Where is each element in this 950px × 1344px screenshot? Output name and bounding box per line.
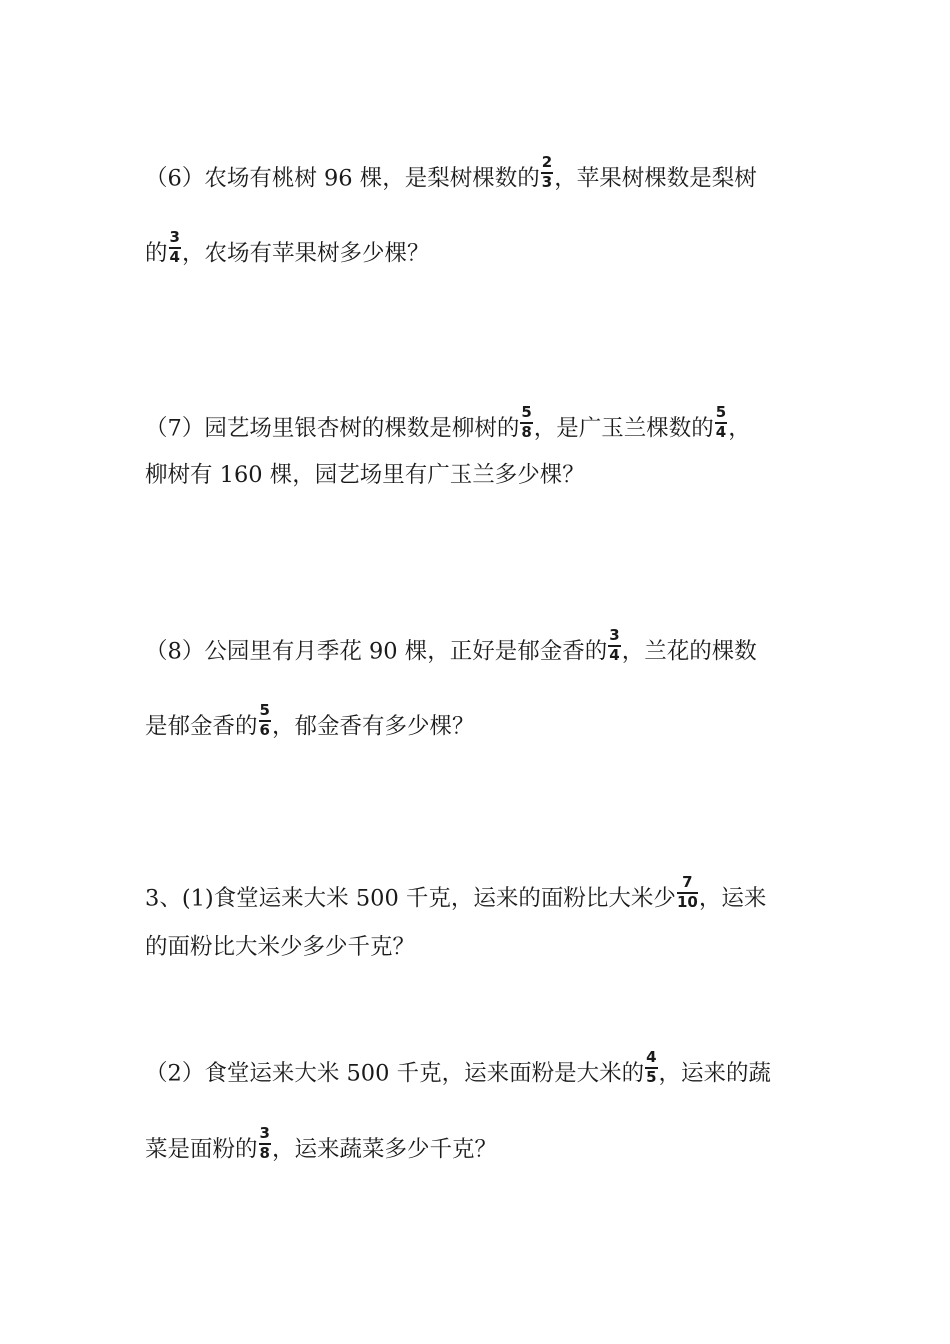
section-3-problem-1-text-a: 3、(1)食堂运来大米 500 千克，运来的面粉比大米少 <box>145 885 676 912</box>
fraction-numerator: 3 <box>608 628 620 647</box>
problem-8-text-c: 是郁金香的 <box>145 713 258 740</box>
problem-8-line-1 <box>145 628 757 663</box>
problem-7-line-1 <box>145 405 751 440</box>
section-3-problem-2-text-c: 菜是面粉的 <box>145 1136 258 1163</box>
fraction <box>645 1050 657 1085</box>
problem-7-text-d: 柳树有 160 棵，园艺场里有广玉兰多少棵？ <box>145 462 585 488</box>
fraction <box>715 405 727 440</box>
fraction-numerator: 2 <box>541 155 553 174</box>
section-3-problem-1-text-c: 的面粉比大米少多少千克？ <box>145 934 416 960</box>
problem-6-text-c: 的 <box>145 240 168 267</box>
section-3-problem-1-line-2 <box>145 936 415 959</box>
fraction-numerator: 3 <box>169 230 181 249</box>
fraction-denominator: 4 <box>169 248 180 266</box>
fraction-numerator: 5 <box>520 405 532 424</box>
problem-8-text-b: ，兰花的棵数 <box>621 638 757 665</box>
section-3-problem-2-text-a: （2）食堂运来大米 500 千克，运来面粉是大米的 <box>145 1060 645 1087</box>
section-3-problem-2-text-b: ，运来的蔬 <box>658 1060 772 1087</box>
fraction-denominator: 4 <box>715 423 727 441</box>
section-3-problem-1-line-1 <box>145 875 766 910</box>
fraction-denominator: 5 <box>646 1068 657 1086</box>
problem-6-line-2 <box>145 230 429 265</box>
section-3-problem-2-line-1 <box>145 1050 771 1085</box>
problem-7-text-a: （7）园艺场里银杏树的棵数是柳树的 <box>145 415 520 442</box>
fraction <box>541 155 553 190</box>
problem-7-text-c: ， <box>728 415 751 442</box>
problem-8-line-2 <box>145 703 474 738</box>
fraction <box>259 703 271 738</box>
problem-6-line-1 <box>145 155 757 190</box>
fraction <box>259 1126 271 1161</box>
fraction-numerator: 4 <box>645 1050 657 1069</box>
fraction-numerator: 5 <box>715 405 727 424</box>
problem-8-text-a: （8）公园里有月季花 90 棵，正好是郁金香的 <box>145 638 608 665</box>
section-3-problem-2-text-d: ，运来蔬菜多少千克？ <box>271 1136 497 1163</box>
fraction-denominator: 6 <box>259 721 270 739</box>
fraction-denominator: 10 <box>676 893 698 911</box>
section-3-problem-1-text-b: ，运来 <box>698 885 767 912</box>
fraction <box>677 875 698 910</box>
problem-6-text-b: ，苹果树棵数是梨树 <box>554 165 757 192</box>
fraction-denominator: 4 <box>609 646 620 664</box>
fraction-denominator: 8 <box>259 1144 270 1162</box>
fraction-denominator: 3 <box>541 173 553 191</box>
fraction <box>520 405 532 440</box>
problem-7-line-2 <box>145 464 585 487</box>
fraction <box>169 230 181 265</box>
fraction-numerator: 7 <box>677 875 698 894</box>
problem-6-text-a: （6）农场有桃树 96 棵，是梨树棵数的 <box>145 165 540 192</box>
fraction <box>608 628 620 663</box>
fraction-denominator: 8 <box>521 423 532 441</box>
fraction-numerator: 5 <box>259 703 271 722</box>
section-3-problem-2-line-2 <box>145 1126 497 1161</box>
problem-8-text-d: ，郁金香有多少棵？ <box>271 713 475 740</box>
problem-7-text-b: ，是广玉兰棵数的 <box>533 415 714 442</box>
fraction-numerator: 3 <box>259 1126 271 1145</box>
problem-6-text-d: ，农场有苹果树多少棵？ <box>181 240 430 267</box>
